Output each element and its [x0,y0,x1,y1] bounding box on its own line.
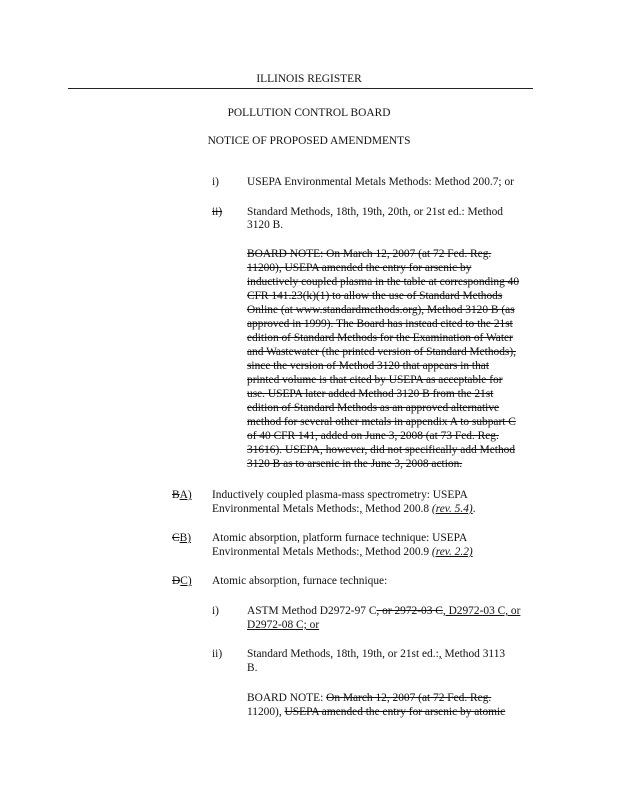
label-old: D [172,575,181,587]
deleted-text: USEPA amended the entry for arsenic by atomic [284,706,506,718]
register-title: ILLINOIS REGISTER [256,73,362,85]
text-span: Standard Methods, 18th, 19th, or 21st ed.: [247,648,439,660]
note1-line: use. USEPA later added Method 3120 B from the 21st [247,388,494,400]
label-new: A) [179,489,192,501]
note1-line: since the version of Method 3120 that appears in that [247,360,489,372]
note1-line: method for several other metals in appendix A to subpart C [247,416,516,428]
text-span: ASTM Method D2972-97 C [247,605,377,617]
note1-line: edition of Standard Methods as an approved alternative [247,402,500,414]
note1-line: of 40 CFR 141, added on June 3, 2008 (at 73 Fed. Reg. [247,430,499,442]
text-span: Method 200.8 [362,503,432,515]
item-b-line2 [212,546,473,559]
note1-line: printed volume is that cited by USEPA as acceptable for [247,374,503,386]
revision-number: (rev. 2.2) [431,546,473,558]
inserted-comma: , [438,648,442,660]
item-ii-line1: Standard Methods, 18th, 19th, 20th, or 21st ed.: Method [247,206,503,218]
text-span: . [472,503,476,515]
label-old: C [172,532,180,544]
subitem-i-line1 [247,605,520,618]
subitem-ii-line2: B. [247,662,258,674]
item-a-line2 [212,503,476,516]
note1-line: inductively coupled plasma in the table at corresponding 40 [247,276,520,288]
note1-line: edition of Standard Methods for the Examination of Water [247,332,513,344]
note1-line: 11200), USEPA amended the entry for arsenic by [247,262,472,274]
text-span: Environmental Metals Methods: [212,546,360,558]
item-b-line1: Atomic absorption, platform furnace technique: USEPA [212,532,468,544]
deleted-text: , or 2972-03 C [376,605,443,617]
subitem-ii-line1 [247,648,505,661]
item-c-text: Atomic absorption, furnace technique: [212,575,388,587]
note1-line: BOARD NOTE: On March 12, 2007 (at 72 Fed. Reg. [247,248,492,260]
item-b-label [172,532,191,545]
item-a-line1: Inductively coupled plasma-mass spectrometry: USEPA [212,489,468,501]
item-a-label [172,489,192,502]
inserted-comma: , [359,503,363,515]
note1-line: 31616). USEPA, however, did not specifically add Method [247,444,516,456]
subitem-i-line2: D2972-08 C; or [247,619,320,631]
text-span: Method 3113 [441,648,506,660]
label-old: B [172,489,180,501]
item-i-text: USEPA Environmental Metals Methods: Method 200.7; or [247,176,514,188]
agency-title: POLLUTION CONTROL BOARD [227,107,391,119]
notice-title: NOTICE OF PROPOSED AMENDMENTS [207,135,411,147]
text-span: BOARD NOTE: [247,692,327,704]
inserted-comma: , [359,546,363,558]
note2-line1 [247,692,491,705]
header-rule [68,88,533,89]
deleted-text: On March 12, 2007 (at 72 Fed. Reg. [326,692,492,704]
note1-line: 3120 B as to arsenic in the June 3, 2008 action. [247,458,463,470]
note1-line: approved in 1999). The Board has instead cited to the 21st [247,318,513,330]
inserted-text: , D2972-03 C, or [442,605,521,617]
item-ii-line2: 3120 B. [247,219,284,231]
label-new: B) [179,532,191,544]
label-new: C) [180,575,192,587]
note2-line2 [247,706,505,719]
note1-line: Online (at www.standardmethods.org), Method 3120 B (as [247,304,515,316]
note1-line: CFR 141.23(k)(1) to allow the use of Standard Methods [247,290,503,302]
note1-line: and Wastewater (the printed version of Standard Methods), [247,346,517,358]
item-c-label [172,575,192,588]
subitem-i-label: i) [212,605,219,617]
revision-number: (rev. 5.4) [431,503,473,515]
text-span: Environmental Metals Methods: [212,503,360,515]
subitem-ii-label: ii) [212,648,223,660]
text-span: 11200), [247,706,285,718]
item-ii-label: ii) [212,206,223,218]
text-span: Method 200.9 [362,546,432,558]
item-i-label: i) [212,176,219,188]
